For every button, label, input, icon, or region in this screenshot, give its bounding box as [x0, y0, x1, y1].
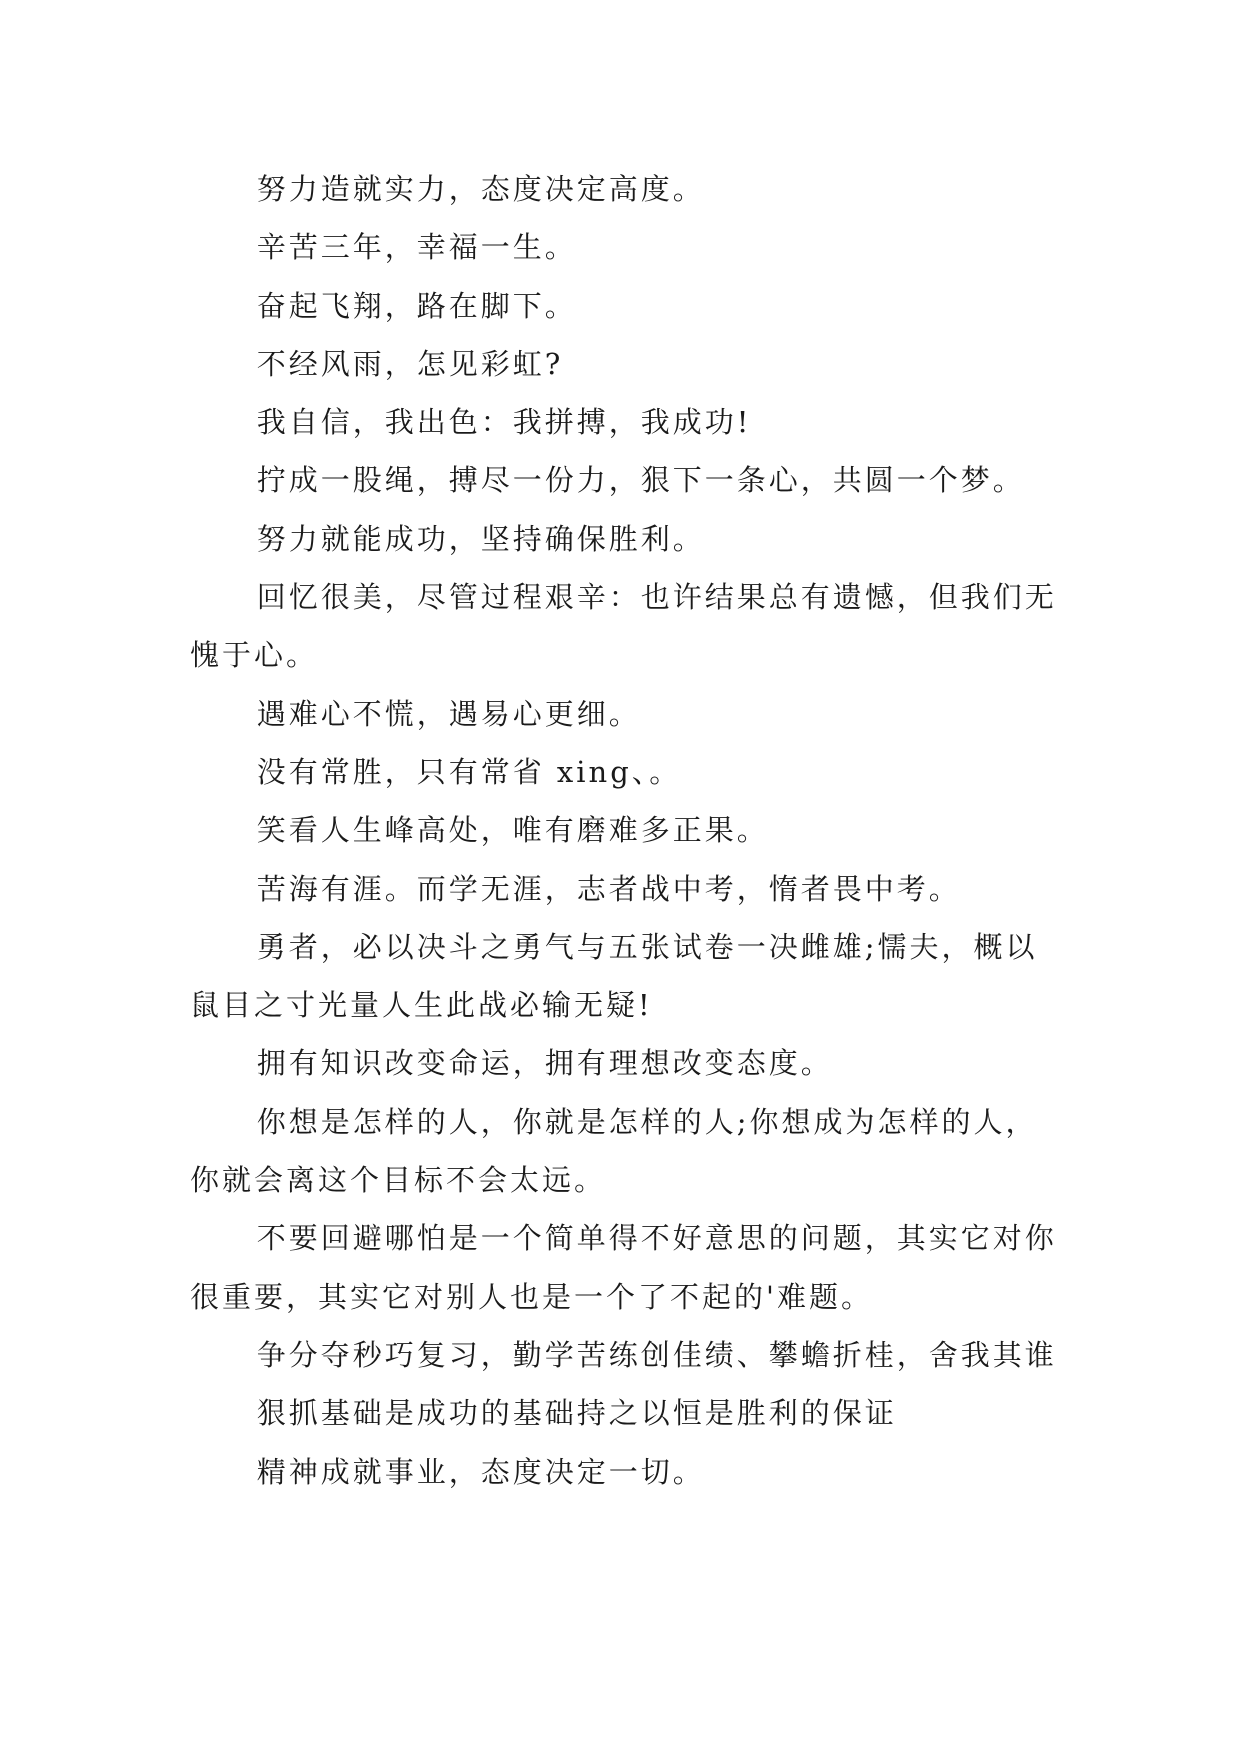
- paragraph: 遇难心不慌，遇易心更细。: [256, 696, 641, 731]
- paragraph: 努力造就实力，态度决定高度。: [256, 172, 705, 206]
- paragraph: 我自信，我出色：我拼搏，我成功!: [256, 405, 752, 440]
- paragraph: 努力就能成功，坚持确保胜利。: [256, 521, 705, 556]
- paragraph: 不经风雨，怎见彩虹?: [256, 346, 564, 381]
- paragraph: 拥有知识改变命运，拥有理想改变态度。: [256, 1046, 833, 1081]
- paragraph: 笑看人生峰高处，唯有磨难多正果。: [256, 813, 769, 848]
- document-body: [190, 160, 1060, 1501]
- paragraph: 勇者，必以决斗之勇气与五张试卷一决雌雄;懦夫，概以鼠目之寸光量人生此战必输无疑!: [190, 929, 1038, 1023]
- paragraph: 不要回避哪怕是一个简单得不好意思的问题，其实它对你很重要，其实它对别人也是一个了不起的'难题。: [190, 1221, 1057, 1314]
- paragraph: 你想是怎样的人，你就是怎样的人;你想成为怎样的人，你就会离这个目标不会太远。: [190, 1104, 1038, 1198]
- paragraph: 回忆很美，尽管过程艰辛：也许结果总有遗憾，但我们无愧于心。: [190, 580, 1057, 673]
- paragraph: 苦海有涯。而学无涯，志者战中考，惰者畏中考。: [256, 871, 961, 906]
- paragraph: 狠抓基础是成功的基础持之以恒是胜利的保证: [256, 1396, 897, 1431]
- paragraph: 争分夺秒巧复习，勤学苦练创佳绩、攀蟾折桂，舍我其谁: [256, 1337, 1057, 1372]
- paragraph: 精神成就事业，态度决定一切。: [256, 1454, 705, 1489]
- paragraph: 拧成一股绳，搏尽一份力，狠下一条心，共圆一个梦。: [256, 463, 1025, 498]
- paragraph: 奋起飞翔，路在脚下。: [256, 288, 577, 323]
- paragraph: 辛苦三年，幸福一生。: [256, 230, 577, 265]
- paragraph: 没有常胜，只有常省 xing、。: [256, 754, 682, 789]
